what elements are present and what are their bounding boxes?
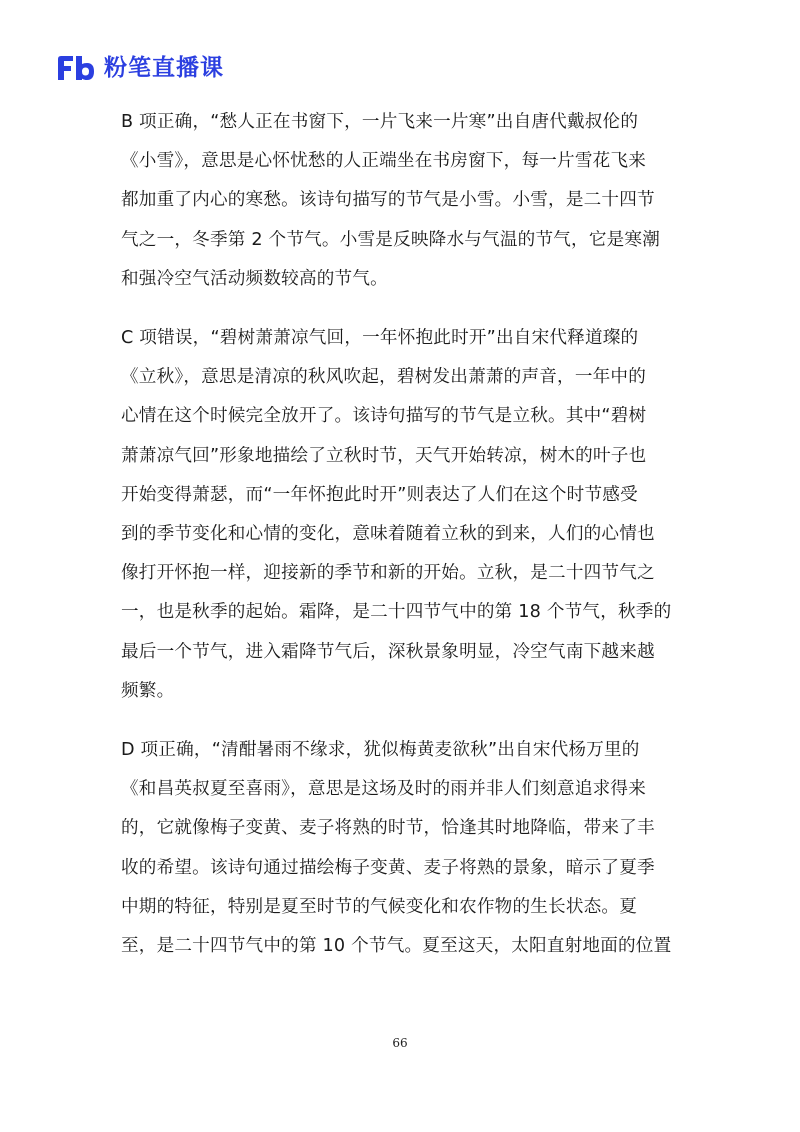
text-line: 频繁。 <box>121 680 175 701</box>
text-line: 到的季节变化和心情的变化，意味着随着立秋的到来，人们的心情也 <box>121 524 655 545</box>
text-line: 《立秋》，意思是清凉的秋风吹起，碧树发出萧萧的声音，一年中的 <box>121 367 647 388</box>
page-number: 66 <box>392 1036 408 1050</box>
fb-logo-icon <box>56 53 96 83</box>
text-line: B 项正确，“愁人正在书窗下，一片飞来一片寒”出自唐代戴叔伦的 <box>121 112 639 132</box>
text-line: 开始变得萧瑟，而“一年怀抱此时开”则表达了人们在这个时节感受 <box>121 484 638 505</box>
brand-name: 粉笔直播课 <box>104 55 224 81</box>
text-line: 气之一，冬季第 2 个节气。小雪是反映降水与气温的节气，它是寒潮 <box>121 229 661 250</box>
document-body <box>121 103 701 986</box>
text-line: 萧萧凉气回”形象地描绘了立秋时节，天气开始转凉，树木的叶子也 <box>121 445 647 466</box>
text-line: 《小雪》，意思是心怀忧愁的人正端坐在书房窗下，每一片雪花飞来 <box>121 151 647 172</box>
text-line: 一，也是秋季的起始。霜降，是二十四节气中的第 18 个节气，秋季的 <box>121 602 672 623</box>
text-line: 《和昌英叔夏至喜雨》，意思是这场及时的雨并非人们刻意追求得来 <box>121 779 647 800</box>
text-line: 中期的特征，特别是夏至时节的气候变化和农作物的生长状态。夏 <box>121 896 638 917</box>
text-line: 的，它就像梅子变黄、麦子将熟的时节，恰逢其时地降临，带来了丰 <box>121 818 655 839</box>
text-line: 收的希望。该诗句通过描绘梅子变黄、麦子将熟的景象，暗示了夏季 <box>121 857 655 878</box>
paragraph-option-d <box>121 731 701 966</box>
text-line: 都加重了内心的寒愁。该诗句描写的节气是小雪。小雪，是二十四节 <box>121 190 655 211</box>
text-line: 心情在这个时候完全放开了。该诗句描写的节气是立秋。其中“碧树 <box>121 406 647 427</box>
text-line: 最后一个节气，进入霜降节气后，深秋景象明显，冷空气南下越来越 <box>121 641 655 662</box>
paragraph-option-b <box>121 103 701 299</box>
text-line: D 项正确，“清酣暑雨不缘求，犹似梅黄麦欲秋”出自宋代杨万里的 <box>121 740 640 761</box>
page-header <box>56 52 224 84</box>
text-line: 至，是二十四节气中的第 10 个节气。夏至这天，太阳直射地面的位置 <box>121 936 672 957</box>
text-line: C 项错误，“碧树萧萧凉气回，一年怀抱此时开”出自宋代释道璨的 <box>121 328 639 349</box>
paragraph-option-c <box>121 319 701 711</box>
text-line: 和强冷空气活动频数较高的节气。 <box>121 268 388 289</box>
text-line: 像打开怀抱一样，迎接新的季节和新的开始。立秋，是二十四节气之 <box>121 563 655 584</box>
